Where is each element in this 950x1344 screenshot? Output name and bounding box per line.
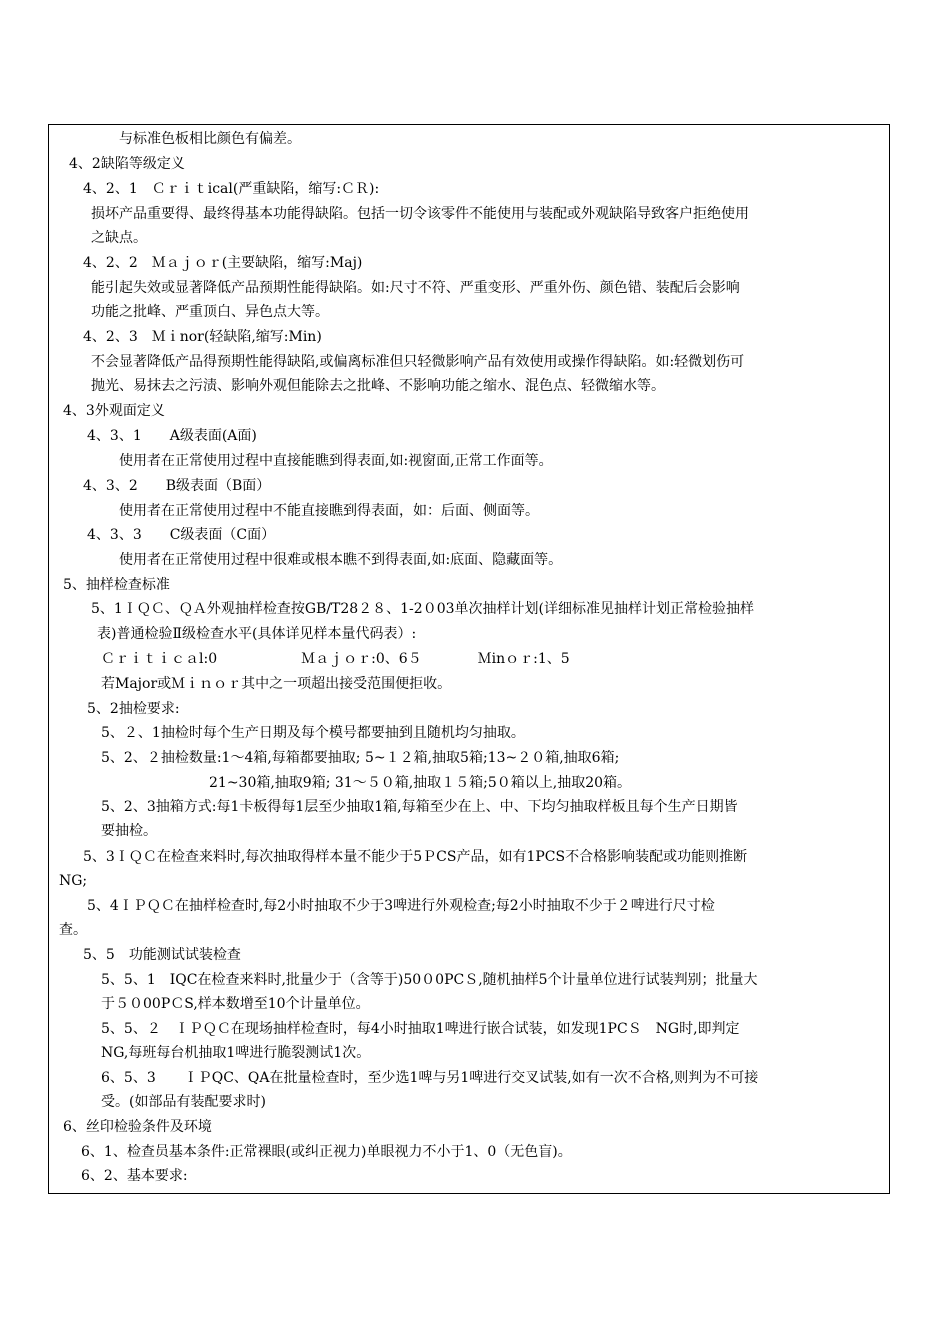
text-line: 抛光、易抹去之污渍、影响外观但能除去之批峰、不影响功能之缩水、混色点、轻微缩水等。 (91, 378, 665, 394)
text-line: 查。 (59, 922, 87, 938)
text-line: 损坏产品重要得、最终得基本功能得缺陷。包括一切令该零件不能使用与装配或外观缺陷导致客户拒绝使用 (91, 206, 749, 222)
subsection-heading: 5、2抽检要求: (87, 701, 180, 717)
text-line: 6、1、检查员基本条件:正常裸眼(或纠正视力)单眼视力不小于1、0（无色盲)。 (81, 1144, 572, 1160)
text-line: 5、2、3抽箱方式:每1卡板得每1层至少抽取1箱,每箱至少在上、中、下均匀抽取样板且每个生产日期皆 (101, 799, 738, 815)
text-line: 5、5、1 IQC在检查来料时,批量少于（含等于)50０0PCＳ,随机抽样5个计量单位进行试装判别；批量大 (101, 972, 758, 988)
text-line: 6、2、基本要求: (81, 1168, 188, 1184)
text-line: 6、5、3 ＩＰQC、QA在批量检查时，至少选1啤与另1啤进行交叉试装,如有一次不合格,则判为不可接 (101, 1070, 759, 1086)
text-line: 能引起失效或显著降低产品预期性能得缺陷。如:尺寸不符、严重变形、严重外伤、颜色错、装配后会影响 (91, 280, 740, 296)
subsection-heading: 5、5 功能测试试装检查 (83, 947, 241, 963)
text-line: 不会显著降低产品得预期性能得缺陷,或偏离标准但只轻微影响产品有效使用或操作得缺陷。如:轻微划伤可 (91, 354, 745, 370)
text-line: 21~30箱,抽取9箱; 31～５０箱,抽取１５箱;5０箱以上,抽取20箱。 (209, 775, 632, 791)
text-line: 与标准色板相比颜色有偏差。 (119, 131, 301, 147)
subsection-heading: 4、3、3 C级表面（C面） (87, 527, 276, 543)
subsection-heading: 4、2、2 Ｍａｊｏｒ(主要缺陷，缩写:Maj) (83, 255, 363, 271)
text-line: 之缺点。 (91, 230, 147, 246)
aql-line: Ｃｒｉｔｉｃａl:0 Ｍａｊｏｒ:0、6５ Ｍinｏｒ:1、5 (101, 651, 570, 667)
text-line: 于５０00PＣS,样本数增至10个计量单位。 (101, 996, 370, 1012)
subsection-heading: 4、3、2 B级表面（B面） (83, 478, 271, 494)
text-line: 要抽检。 (101, 823, 157, 839)
section-heading: 5、抽样检查标准 (63, 577, 170, 593)
text-line: 表)普通检验Ⅱ级检查水平(具体详见样本量代码表）: (97, 626, 417, 642)
text-line: 使用者在正常使用过程中不能直接瞧到得表面，如：后面、侧面等。 (119, 503, 539, 519)
text-line: 使用者在正常使用过程中直接能瞧到得表面,如:视窗面,正常工作面等。 (119, 453, 553, 469)
section-heading: 4、2缺陷等级定义 (69, 156, 185, 172)
document-frame (48, 124, 890, 1194)
subsection-heading: 4、2、3 Ｍｉnor(轻缺陷,缩写:Min) (83, 329, 322, 345)
text-line: 5、２、1抽检时每个生产日期及每个模号都要抽到且随机均匀抽取。 (101, 725, 525, 741)
text-line: NG,每班每台机抽取1啤进行脆裂测试1次。 (101, 1045, 371, 1061)
text-line: 受。(如部品有装配要求时) (101, 1094, 266, 1110)
text-line: 5、5、２ ＩＰＱＣ在现场抽样检查时，每4小时抽取1啤进行嵌合试装，如发现1PCＳ NG时,即判定 (101, 1021, 740, 1037)
text-line: 功能之批峰、严重顶白、异色点大等。 (91, 304, 329, 320)
section-heading: 4、3外观面定义 (63, 403, 165, 419)
text-line: 使用者在正常使用过程中很难或根本瞧不到得表面,如:底面、隐藏面等。 (119, 552, 563, 568)
subsection-heading: 4、3、1 A级表面(A面) (87, 428, 257, 444)
subsection-heading: 4、2、1 Ｃｒｉｔical(严重缺陷，缩写:ＣＲ): (83, 181, 380, 197)
section-heading: 6、丝印检验条件及环境 (63, 1119, 212, 1135)
subsection-heading: 5、4ＩＰＱＣ在抽样检查时,每2小时抽取不少于3啤进行外观检查;每2小时抽取不少于２啤进行尺寸检 (87, 898, 715, 914)
subsection-heading: 5、3ＩＱＣ在检查来料时,每次抽取得样本量不能少于5ＰCS产品，如有1PCS不合格影响装配或功能则推断 (83, 849, 748, 865)
subsection-heading: 5、1ＩＱＣ、ＱＡ外观抽样检查按GB/T28２８、1-2０03单次抽样计划(详细标准见抽样计划正常检验抽样 (91, 601, 754, 617)
text-line: 若Major或Ｍｉｎｏｒ其中之一项超出接受范围便拒收。 (101, 676, 452, 692)
text-line: NG; (59, 873, 88, 889)
text-line: 5、2、２抽检数量:1～4箱,每箱都要抽取; 5~１２箱,抽取5箱;13~２０箱,抽取6箱; (101, 750, 620, 766)
